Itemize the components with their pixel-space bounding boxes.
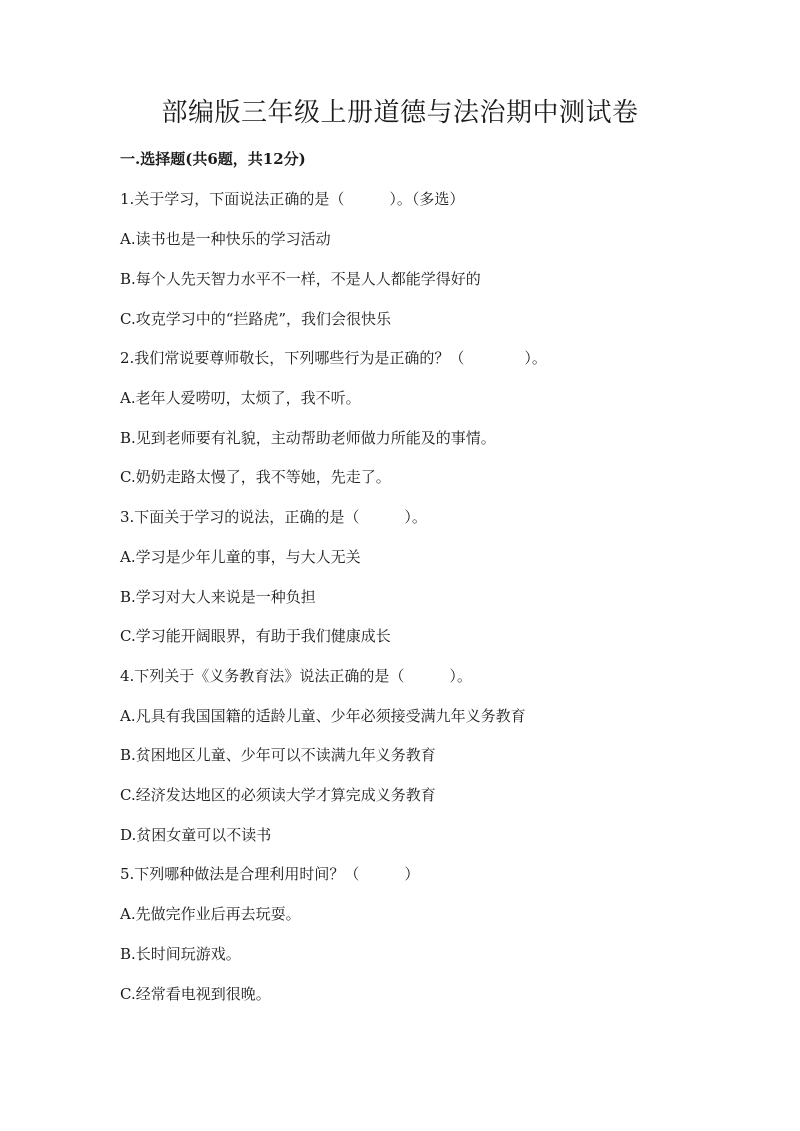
question-4-option-d: D.贫困女童可以不读书	[120, 826, 272, 844]
question-1-option-a: A.读书也是一种快乐的学习活动	[120, 230, 331, 248]
question-3-option-b: B.学习对大人来说是一种负担	[120, 588, 316, 606]
question-2-option-a: A.老年人爱唠叨，太烦了，我不听。	[120, 389, 361, 407]
page-title: 部编版三年级上册道德与法治期中测试卷	[161, 98, 639, 128]
question-4-stem: 4.下列关于《义务教育法》说法正确的是（ ）。	[120, 667, 472, 685]
question-5-option-c: C.经常看电视到很晚。	[120, 985, 271, 1003]
section-heading: 一.选择题(共6题，共12分)	[120, 150, 306, 168]
question-2-option-c: C.奶奶走路太慢了，我不等她，先走了。	[120, 468, 391, 486]
question-5-option-a: A.先做完作业后再去玩耍。	[120, 905, 301, 923]
question-4-option-c: C.经济发达地区的必须读大学才算完成义务教育	[120, 786, 436, 804]
question-1-stem: 1.关于学习，下面说法正确的是（ ）。（多选）	[120, 190, 465, 208]
question-1-option-b: B.每个人先天智力水平不一样，不是人人都能学得好的	[120, 270, 481, 288]
question-5-option-b: B.长时间玩游戏。	[120, 945, 241, 963]
question-2-option-b: B.见到老师要有礼貌，主动帮助老师做力所能及的事情。	[120, 429, 496, 447]
question-3-option-c: C.学习能开阔眼界，有助于我们健康成长	[120, 627, 391, 645]
question-2-stem: 2.我们常说要尊师敬长，下列哪些行为是正确的？（ ）。	[120, 349, 547, 367]
question-4-option-a: A.凡具有我国国籍的适龄儿童、少年必须接受满九年义务教育	[120, 707, 526, 725]
question-3-stem: 3.下面关于学习的说法，正确的是（ ）。	[120, 508, 427, 526]
question-4-option-b: B.贫困地区儿童、少年可以不读满九年义务教育	[120, 746, 436, 764]
question-5-stem: 5.下列哪种做法是合理利用时间？（ ）	[120, 865, 420, 883]
question-1-option-c: C.攻克学习中的“拦路虎”，我们会很快乐	[120, 310, 392, 328]
question-3-option-a: A.学习是少年儿童的事，与大人无关	[120, 548, 361, 566]
